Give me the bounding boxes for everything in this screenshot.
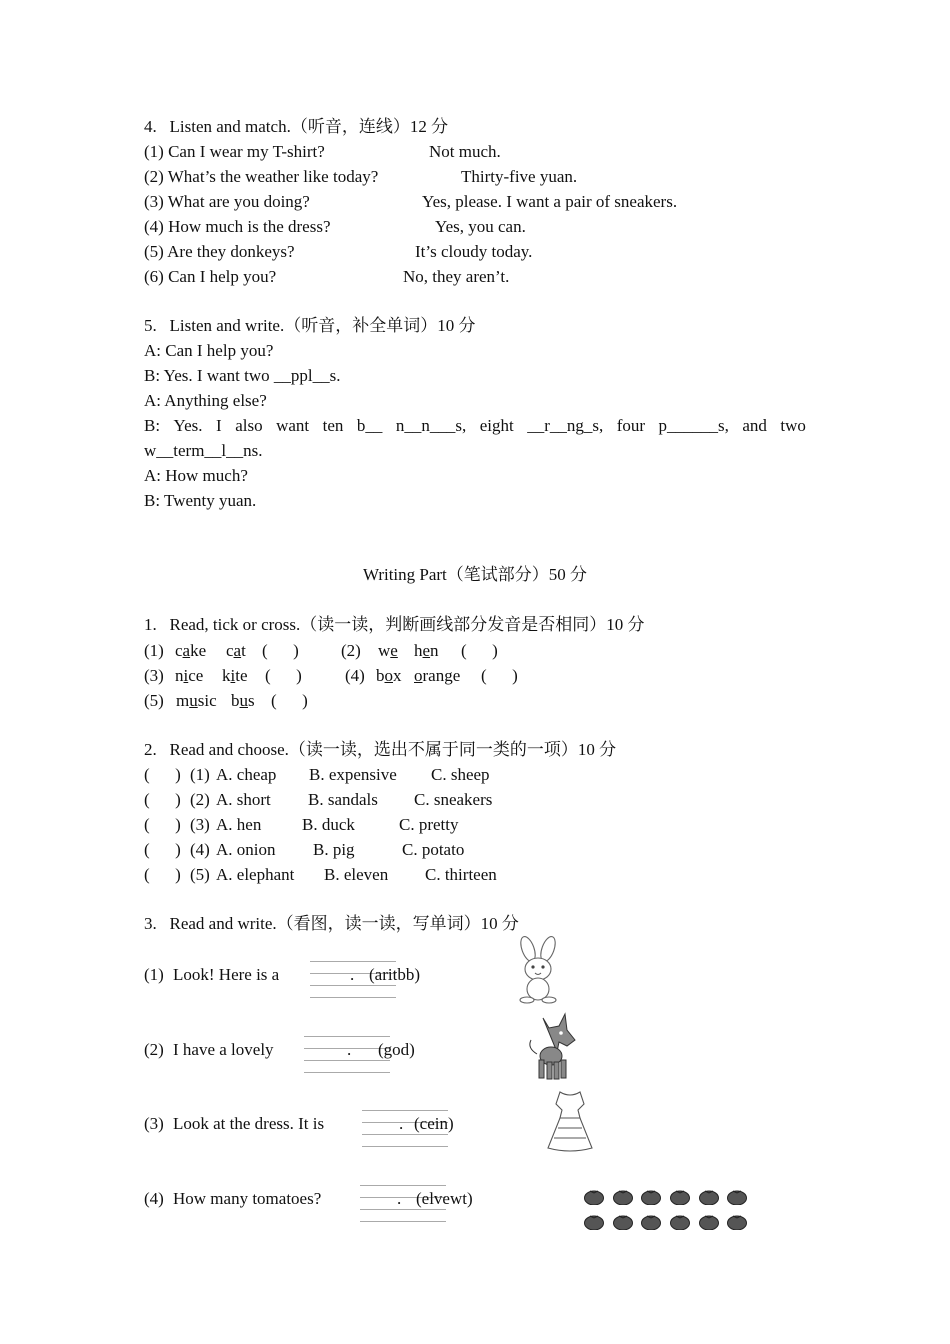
tomato-icon <box>641 1213 661 1230</box>
choose-option-b: B. eleven <box>324 865 389 884</box>
tomato-icon <box>584 1188 604 1205</box>
write-item-number: (1) <box>144 965 164 984</box>
write-item-hint: (cein) <box>414 1114 454 1133</box>
four-line-guide <box>360 1221 446 1222</box>
dialogue-line-2: B: Yes. I want two __ppl__s. <box>144 366 341 385</box>
choose-option-a: A. hen <box>216 815 262 834</box>
word: n__n___s, <box>395 416 467 435</box>
choose-option-b: B. expensive <box>309 765 397 784</box>
tick-word: orange <box>414 666 461 685</box>
choose-option-b: B. pig <box>313 840 355 859</box>
four-line-guide <box>304 1036 390 1037</box>
tick-cross-heading: 1. Read, tick or cross.（读一读，判断画线部分发音是否相同）10 分 <box>144 615 645 634</box>
answer-parentheses[interactable]: ( ) <box>271 691 308 710</box>
answer-blank[interactable] <box>304 1060 390 1061</box>
four-line-guide <box>362 1110 448 1111</box>
tick-word: music <box>176 691 217 710</box>
match-question-1: (1) Can I wear my T-shirt? <box>144 142 325 161</box>
write-item-text: I have a lovely <box>173 1040 274 1059</box>
word: also <box>235 416 263 435</box>
tomato-icon <box>727 1188 747 1205</box>
tick-item-number: (1) <box>144 641 164 660</box>
word: and <box>742 416 767 435</box>
read-write-heading: 3. Read and write.（看图，读一读，写单词）10 分 <box>144 914 519 933</box>
write-item-period: . <box>347 1040 352 1059</box>
match-question-2: (2) What’s the weather like today? <box>144 167 379 186</box>
word: I <box>216 416 222 435</box>
answer-blank[interactable] <box>360 1209 446 1210</box>
write-item-period: . <box>350 965 355 984</box>
match-answer-3: Yes, please. I want a pair of sneakers. <box>422 192 678 211</box>
tick-item-number: (5) <box>144 691 164 710</box>
choose-option-a: A. cheap <box>216 765 277 784</box>
choose-option-c: C. sneakers <box>414 790 493 809</box>
word: ten <box>322 416 344 435</box>
choose-bracket[interactable]: ( ) <box>144 865 181 884</box>
dialogue-line-5: w__term__l__ns. <box>144 441 263 460</box>
match-question-5: (5) Are they donkeys? <box>144 242 295 261</box>
tomato-icon <box>699 1188 719 1205</box>
word: __r__ng_s, <box>527 416 604 435</box>
choose-option-a: A. onion <box>216 840 276 859</box>
choose-option-c: C. sheep <box>431 765 490 784</box>
listen-match-heading: 4. Listen and match.（听音，连线）12 分 <box>144 117 449 136</box>
tick-item-number: (3) <box>144 666 164 685</box>
tomato-icon <box>670 1213 690 1230</box>
choose-option-a: A. elephant <box>216 865 295 884</box>
dialogue-line-3: A: Anything else? <box>144 391 267 410</box>
match-answer-6: No, they aren’t. <box>403 267 510 286</box>
write-item-hint: (aritbb) <box>369 965 420 984</box>
tomato-icon <box>670 1188 690 1205</box>
four-line-guide <box>304 1072 390 1073</box>
choose-number: (4) <box>190 840 210 859</box>
match-question-6: (6) Can I help you? <box>144 267 277 286</box>
dialogue-line-1: A: Can I help you? <box>144 341 274 360</box>
four-line-guide <box>310 961 396 962</box>
choose-number: (1) <box>190 765 210 784</box>
tick-word: cake <box>175 641 207 660</box>
choose-option-c: C. potato <box>402 840 465 859</box>
tick-word: bus <box>231 691 255 710</box>
match-answer-2: Thirty-five yuan. <box>461 167 578 186</box>
word: Yes. <box>173 416 203 435</box>
word: p______s, <box>658 416 729 435</box>
match-question-4: (4) How much is the dress? <box>144 217 331 236</box>
writing-part-title: Writing Part（笔试部分）50 分 <box>362 565 588 584</box>
choose-option-c: C. thirteen <box>425 865 497 884</box>
choose-bracket[interactable]: ( ) <box>144 765 181 784</box>
answer-parentheses[interactable]: ( ) <box>265 666 302 685</box>
choose-option-c: C. pretty <box>399 815 459 834</box>
dog-picture <box>523 1012 579 1082</box>
answer-blank[interactable] <box>310 985 396 986</box>
dialogue-line-6: A: How much? <box>144 466 248 485</box>
write-item-number: (3) <box>144 1114 164 1133</box>
tick-word: we <box>378 641 398 660</box>
write-item-number: (4) <box>144 1189 164 1208</box>
word: want <box>276 416 310 435</box>
listen-write-heading: 5. Listen and write.（听音，补全单词）10 分 <box>144 316 476 335</box>
tomato-icon <box>641 1188 661 1205</box>
tick-item-number: (4) <box>345 666 365 685</box>
tomato-icon <box>584 1213 604 1230</box>
rabbit-picture <box>512 936 564 1004</box>
choose-option-b: B. duck <box>302 815 355 834</box>
answer-parentheses[interactable]: ( ) <box>481 666 518 685</box>
tick-word: kite <box>222 666 248 685</box>
write-item-number: (2) <box>144 1040 164 1059</box>
write-item-text: Look at the dress. It is <box>173 1114 325 1133</box>
choose-number: (2) <box>190 790 210 809</box>
four-line-guide <box>362 1146 448 1147</box>
tomato-icon <box>699 1213 719 1230</box>
dialogue-line-7: B: Twenty yuan. <box>144 491 257 510</box>
choose-number: (5) <box>190 865 210 884</box>
dialogue-line-4 <box>144 416 806 436</box>
word: B: <box>144 416 161 435</box>
tick-word: hen <box>414 641 439 660</box>
choose-bracket[interactable]: ( ) <box>144 815 181 834</box>
dress-picture <box>546 1088 594 1154</box>
answer-blank[interactable] <box>362 1134 448 1135</box>
match-answer-5: It’s cloudy today. <box>415 242 533 261</box>
tick-word: box <box>376 666 402 685</box>
read-choose-heading: 2. Read and choose.（读一读，选出不属于同一类的一项）10 分 <box>144 740 617 759</box>
tomato-icon <box>613 1188 633 1205</box>
tomato-icon <box>727 1213 747 1230</box>
tomato-icon <box>613 1213 633 1230</box>
answer-parentheses[interactable]: ( ) <box>461 641 498 660</box>
four-line-guide <box>310 997 396 998</box>
write-item-text: How many tomatoes? <box>173 1189 322 1208</box>
word: two <box>780 416 806 435</box>
four-line-guide <box>360 1185 446 1186</box>
write-item-hint: (elvewt) <box>416 1189 473 1208</box>
choose-number: (3) <box>190 815 210 834</box>
tick-item-number: (2) <box>341 641 361 660</box>
word: four <box>616 416 646 435</box>
write-item-period: . <box>397 1189 402 1208</box>
choose-option-a: A. short <box>216 790 271 809</box>
write-item-text: Look! Here is a <box>173 965 280 984</box>
write-item-hint: (god) <box>378 1040 415 1059</box>
answer-parentheses[interactable]: ( ) <box>262 641 299 660</box>
write-item-period: . <box>399 1114 404 1133</box>
match-question-3: (3) What are you doing? <box>144 192 310 211</box>
choose-bracket[interactable]: ( ) <box>144 840 181 859</box>
choose-bracket[interactable]: ( ) <box>144 790 181 809</box>
tick-word: cat <box>226 641 246 660</box>
word: b__ <box>356 416 383 435</box>
word: eight <box>479 416 514 435</box>
match-answer-4: Yes, you can. <box>435 217 526 236</box>
match-answer-1: Not much. <box>429 142 501 161</box>
choose-option-b: B. sandals <box>308 790 378 809</box>
tick-word: nice <box>175 666 204 685</box>
